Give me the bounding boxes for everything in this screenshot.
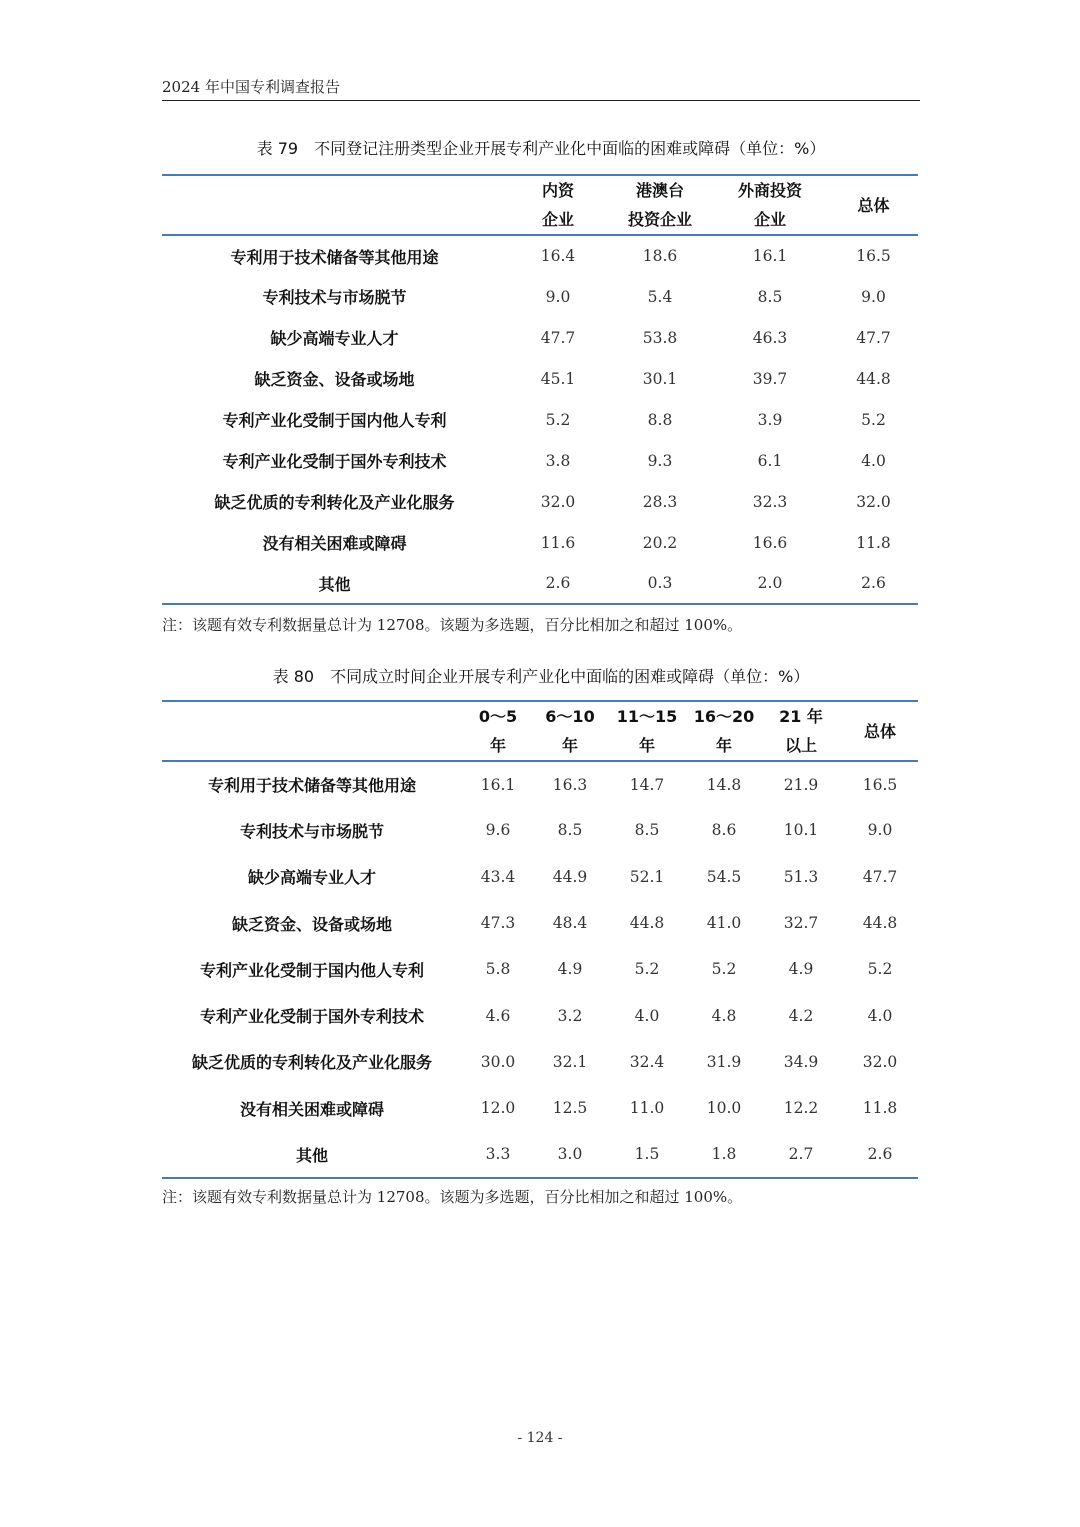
table-cell: 44.8 (862, 914, 898, 933)
table-cell: 4.0 (867, 1006, 893, 1025)
table80 (162, 700, 918, 1179)
table-cell: 9.0 (545, 287, 571, 306)
table-cell: 10.1 (783, 821, 819, 840)
table-cell: 48.4 (552, 914, 588, 933)
table80-column-header: 11～15 年 (616, 707, 678, 755)
row-label: 没有相关困难或障碍 (239, 1099, 384, 1119)
table80-note: 注：该题有效专利数据量总计为 12708。该题为多选题，百分比相加之和超过 100%。 (162, 1188, 743, 1206)
page-number: - 124 - (517, 1430, 563, 1446)
table80-caption-text: 不同成立时间企业开展专利产业化中面临的困难或障碍（单位：%） (330, 667, 810, 686)
table-cell: 20.2 (642, 533, 678, 552)
table-cell: 3.9 (757, 410, 783, 429)
row-label: 缺乏资金、设备或场地 (231, 914, 392, 934)
table-row (162, 992, 918, 1038)
table-cell: 31.9 (706, 1052, 742, 1071)
row-label: 专利产业化受制于国外专利技术 (199, 1007, 424, 1027)
table-cell: 2.6 (861, 574, 886, 592)
table-cell: 14.8 (706, 775, 742, 794)
table-cell: 9.0 (861, 287, 886, 306)
table-cell: 47.3 (480, 914, 516, 933)
table-cell: 3.3 (485, 1145, 511, 1164)
table80-column-header: 总体 (863, 721, 896, 741)
table-cell: 5.2 (545, 410, 571, 429)
table-row (162, 807, 918, 853)
table80-body (162, 761, 918, 1178)
table80-column-header: 6～10 年 (545, 707, 595, 755)
table-cell: 16.1 (752, 247, 788, 265)
table-cell: 8.8 (647, 410, 673, 429)
row-label: 缺乏优质的专利转化及产业化服务 (214, 493, 455, 512)
table-cell: 4.9 (788, 960, 814, 979)
row-label: 专利用于技术储备等其他用途 (207, 776, 416, 796)
table-cell: 4.9 (557, 960, 583, 979)
table-cell: 16.6 (752, 533, 788, 552)
table-cell: 2.7 (788, 1145, 814, 1164)
table-row (162, 563, 918, 604)
row-label: 其他 (295, 1145, 328, 1165)
table-cell: 2.6 (867, 1145, 893, 1164)
table80-header-blank (162, 701, 462, 761)
table-cell: 43.4 (480, 867, 516, 886)
table-row (162, 761, 918, 807)
table-cell: 4.0 (861, 451, 886, 470)
table-cell: 12.5 (552, 1099, 588, 1118)
table80-header-row (162, 701, 918, 761)
table-cell: 46.3 (752, 328, 788, 347)
table-cell: 2.0 (757, 574, 783, 592)
table-row (162, 481, 918, 522)
table-cell: 4.6 (485, 1006, 511, 1025)
table-row (162, 317, 918, 358)
table-cell: 9.0 (867, 821, 893, 840)
table79-column-header: 内资 企业 (541, 181, 574, 229)
table79-column-header: 总体 (857, 195, 890, 215)
row-label: 专利技术与市场脱节 (262, 288, 407, 307)
table-cell: 21.9 (783, 775, 819, 794)
table-cell: 32.3 (752, 492, 788, 511)
table-cell: 11.8 (856, 533, 891, 552)
table-cell: 4.2 (788, 1006, 814, 1025)
table-cell: 9.3 (647, 451, 673, 470)
table-cell: 4.0 (634, 1006, 660, 1025)
table-row (162, 276, 918, 317)
table79-header-blank (162, 175, 507, 235)
table-cell: 30.0 (480, 1052, 516, 1071)
table-cell: 28.3 (642, 492, 678, 511)
table-cell: 14.7 (629, 775, 665, 794)
table-cell: 12.0 (480, 1099, 516, 1118)
table-cell: 39.7 (752, 369, 788, 388)
row-label: 专利产业化受制于国内他人专利 (222, 411, 447, 430)
table-cell: 12.2 (783, 1099, 819, 1118)
table-cell: 52.1 (629, 867, 665, 886)
table-cell: 5.2 (634, 960, 660, 979)
table-cell: 8.5 (557, 821, 583, 840)
table-cell: 30.1 (642, 369, 678, 388)
table-cell: 1.5 (634, 1145, 660, 1164)
table-cell: 47.7 (856, 328, 891, 347)
table-cell: 1.8 (711, 1145, 737, 1164)
table-row (162, 235, 918, 276)
row-label: 其他 (318, 574, 351, 594)
table-row (162, 399, 918, 440)
table79-body (162, 235, 918, 604)
table-row (162, 946, 918, 992)
table-cell: 51.3 (783, 867, 819, 886)
table-cell: 5.8 (485, 960, 511, 979)
table-cell: 32.0 (862, 1052, 898, 1071)
table-row (162, 522, 918, 563)
table-cell: 10.0 (706, 1099, 742, 1118)
table-cell: 47.7 (540, 328, 576, 347)
table-cell: 45.1 (540, 369, 576, 388)
table-cell: 5.2 (861, 410, 886, 429)
row-label: 没有相关困难或障碍 (262, 534, 407, 553)
table-cell: 44.8 (856, 369, 891, 388)
table-cell: 47.7 (862, 867, 898, 886)
row-label: 缺少高端专业人才 (270, 329, 399, 348)
table79-column-header: 港澳台 投资企业 (627, 181, 692, 229)
table79-header (162, 175, 918, 235)
table80-column-header: 16～20 年 (693, 707, 755, 755)
table80-header (162, 701, 918, 761)
table-cell: 44.9 (552, 867, 588, 886)
table-cell: 16.5 (862, 775, 898, 794)
table79-header-row (162, 175, 918, 235)
table-cell: 5.4 (647, 287, 673, 306)
table-row (162, 358, 918, 399)
table-cell: 5.2 (867, 960, 893, 979)
table80-caption (162, 664, 920, 687)
table-cell: 16.4 (540, 247, 576, 265)
table-cell: 16.5 (856, 247, 891, 265)
table-row (162, 1039, 918, 1085)
table79 (162, 174, 918, 605)
table-cell: 5.2 (711, 960, 737, 979)
table-cell: 44.8 (629, 914, 665, 933)
table80-column-header: 0～5 年 (478, 707, 518, 755)
table79-caption-text: 不同登记注册类型企业开展专利产业化中面临的困难或障碍（单位：%） (314, 139, 826, 158)
row-label: 缺乏优质的专利转化及产业化服务 (191, 1053, 432, 1073)
table-cell: 8.6 (711, 821, 737, 840)
table-row (162, 1085, 918, 1131)
table-cell: 3.8 (545, 451, 571, 470)
table-cell: 32.0 (540, 492, 576, 511)
table80-column-header: 21 年 以上 (779, 707, 823, 755)
row-label: 专利产业化受制于国外专利技术 (222, 452, 447, 471)
table-row (162, 1131, 918, 1177)
table-cell: 4.8 (711, 1006, 737, 1025)
table-cell: 8.5 (757, 287, 783, 306)
table79-caption-number: 表 79 (256, 139, 299, 158)
table-cell: 32.1 (552, 1052, 588, 1071)
table-cell: 32.4 (629, 1052, 665, 1071)
table-cell: 34.9 (783, 1052, 819, 1071)
table-cell: 2.6 (545, 574, 571, 592)
table-cell: 3.0 (557, 1145, 583, 1164)
table-cell: 54.5 (706, 867, 742, 886)
table-row (162, 900, 918, 946)
table79-caption (162, 136, 920, 159)
table-row (162, 440, 918, 481)
table-cell: 11.0 (629, 1099, 665, 1118)
table-cell: 11.6 (540, 533, 576, 552)
table-cell: 53.8 (642, 328, 678, 347)
table-cell: 18.6 (642, 247, 678, 265)
table-cell: 0.3 (647, 574, 673, 592)
table79-note: 注：该题有效专利数据量总计为 12708。该题为多选题，百分比相加之和超过 100%。 (162, 616, 743, 634)
table-cell: 16.3 (552, 775, 588, 794)
row-label: 缺乏资金、设备或场地 (254, 370, 415, 389)
header-title: 2024 年中国专利调查报告 (162, 78, 340, 96)
table80-caption-number: 表 80 (272, 667, 315, 686)
table-cell: 9.6 (485, 821, 511, 840)
table-cell: 32.0 (856, 492, 891, 511)
row-label: 专利用于技术储备等其他用途 (230, 247, 439, 267)
table-cell: 8.5 (634, 821, 660, 840)
table-cell: 16.1 (480, 775, 516, 794)
table79-column-header: 外商投资 企业 (737, 181, 802, 229)
row-label: 专利技术与市场脱节 (239, 821, 384, 841)
table-cell: 11.8 (862, 1099, 898, 1118)
table-cell: 3.2 (557, 1006, 583, 1025)
running-header (162, 76, 920, 101)
table-row (162, 854, 918, 900)
table-cell: 32.7 (783, 914, 819, 933)
row-label: 专利产业化受制于国内他人专利 (199, 960, 424, 980)
row-label: 缺少高端专业人才 (247, 868, 376, 888)
table-cell: 41.0 (706, 914, 742, 933)
table-cell: 6.1 (757, 451, 783, 470)
